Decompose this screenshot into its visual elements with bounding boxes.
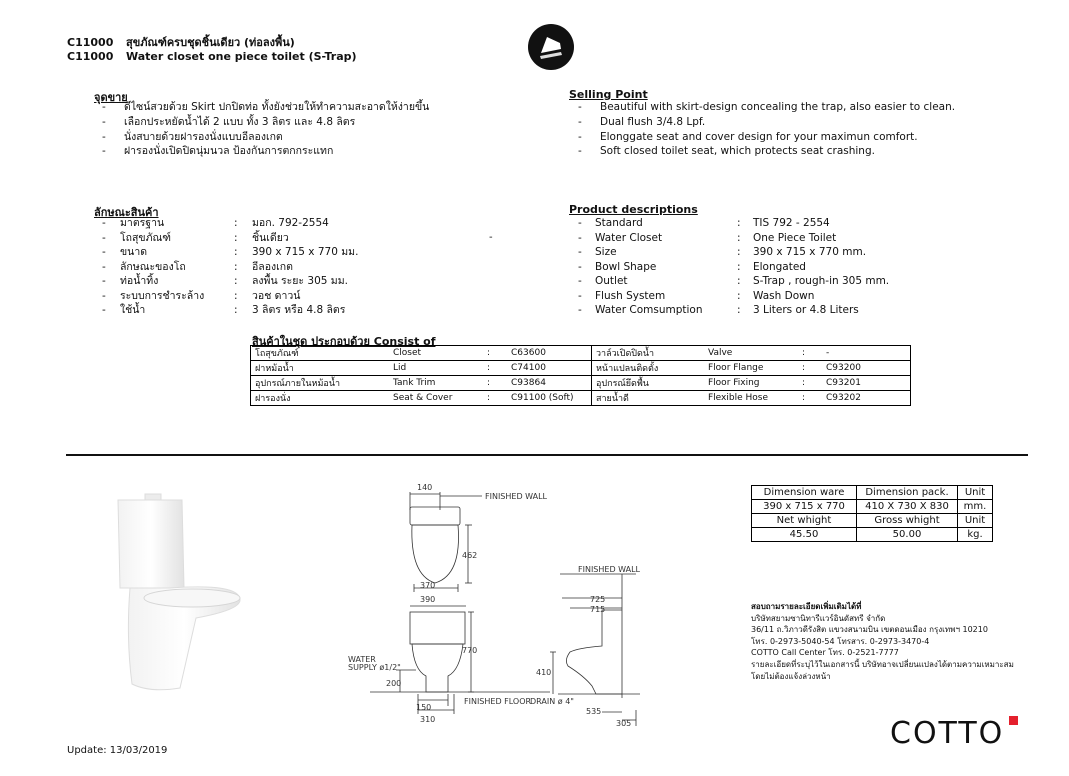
consist-table (250, 345, 911, 406)
stray-dash: - (489, 232, 493, 243)
spec-sep: : (234, 304, 238, 316)
spec-text: ลักษณะของโถ (120, 260, 186, 273)
spec-sep: : (234, 260, 238, 273)
technical-drawing (340, 480, 670, 730)
contact-line: บริษัทสยามซานิทารีแวร์อินดัสทรี จำกัด (751, 613, 886, 623)
spec-text: Elongated (753, 260, 806, 273)
spec-text: Water Closet (595, 231, 663, 244)
spec-text: Size (595, 246, 617, 258)
spec-text: 3 Liters or 4.8 Liters (753, 304, 859, 316)
toilet-photo (100, 488, 250, 693)
product-title-th: สุขภัณฑ์ครบชุดชิ้นเดียว (ท่อลงพื้น) (126, 36, 295, 49)
cotto-logo-accent (1009, 716, 1018, 725)
product-code-en: C11000 (67, 50, 114, 63)
spec-sep: - (578, 260, 582, 273)
spec-sep: - (102, 289, 106, 302)
table-row (752, 486, 993, 500)
table-cell: อุปกรณ์ยึดพื้น (592, 376, 705, 391)
table-cell: Floor Fixing (704, 376, 798, 391)
cotto-logo: COTTO (890, 716, 1005, 751)
spec-sep: - (578, 231, 582, 244)
table-cell: Unit (958, 514, 993, 528)
update-date: Update: 13/03/2019 (67, 745, 168, 756)
table-cell: Flexible Hose (704, 391, 798, 406)
table-cell: C93200 (822, 361, 911, 376)
list-item: - Soft closed toilet seat, which protects seat crashing. (578, 145, 875, 157)
spec-text: TIS 792 - 2554 (753, 217, 830, 229)
table-cell: หน้าแปลนติดตั้ง (592, 361, 705, 376)
spec-sep: : (234, 289, 238, 302)
table-cell: : (483, 391, 507, 406)
table-cell: วาล์วเปิดปิดน้ำ (592, 346, 705, 361)
dim-390: 390 (420, 595, 436, 604)
table-cell: : (798, 361, 822, 376)
contact-line: รายละเอียดที่ระบุไว้ในเอกสารนี้ บริษัทอาจเปลี่ยนแปลงได้ตามความเหมาะสม (751, 660, 1014, 669)
dim-770: 770 (462, 646, 478, 655)
spec-text: S-Trap , rough-in 305 mm. (753, 275, 890, 287)
spec-sep: - (578, 217, 582, 229)
table-cell: Dimension pack. (857, 486, 958, 500)
spec-sep: - (102, 260, 106, 273)
table-cell: 45.50 (752, 528, 857, 542)
spec-text: Flush System (595, 289, 666, 302)
table-cell: ฝาหม้อน้ำ (251, 361, 390, 376)
table-cell: Net whight (752, 514, 857, 528)
spec-sep: - (578, 275, 582, 287)
dim-370: 370 (420, 581, 436, 590)
table-cell: : (483, 346, 507, 361)
spec-sep: - (102, 217, 106, 229)
spec-text: 3 ลิตร หรือ 4.8 ลิตร (252, 304, 346, 316)
desc-th-title: ลักษณะสินค้า (94, 206, 159, 219)
spec-text: Bowl Shape (595, 260, 657, 273)
table-cell: C91100 (Soft) (507, 391, 592, 406)
table-cell: 390 x 715 x 770 (752, 500, 857, 514)
spec-text: 390 x 715 x 770 mm. (753, 246, 867, 258)
table-cell: Floor Flange (704, 361, 798, 376)
spec-sep: : (737, 289, 741, 302)
table-cell: Lid (389, 361, 483, 376)
dim-140: 140 (417, 483, 433, 492)
list-item: - นั่งสบายด้วยฝารองนั่งแบบอีลองเกต (102, 131, 283, 143)
spec-sep: - (102, 275, 106, 287)
table-cell: : (483, 361, 507, 376)
table-cell: Dimension ware (752, 486, 857, 500)
table-cell: C63600 (507, 346, 592, 361)
spec-text: ระบบการชำระล้าง (120, 289, 205, 302)
dim-150: 150 (416, 703, 432, 712)
table-cell: Unit (958, 486, 993, 500)
list-item: - Dual flush 3/4.8 Lpf. (578, 116, 706, 128)
table-cell: kg. (958, 528, 993, 542)
contact-line: โทร. 0-2973-5040-54 โทรสาร. 0-2973-3470-4 (751, 636, 930, 646)
spec-sep: - (102, 231, 106, 244)
dim-535: 535 (586, 707, 602, 716)
finished-floor-label: FINISHED FLOOR (464, 697, 532, 706)
selling-th-title: จุดขาย (94, 91, 128, 104)
dim-200: 200 (386, 679, 402, 688)
table-cell: Closet (389, 346, 483, 361)
spec-sep: : (737, 246, 741, 258)
table-cell: Gross whight (857, 514, 958, 528)
spec-text: ลงพื้น ระยะ 305 มม. (252, 275, 348, 287)
dim-310: 310 (420, 715, 436, 724)
spec-text: Wash Down (753, 289, 815, 302)
spec-text: โถสุขภัณฑ์ (120, 231, 171, 244)
spec-text: ขนาด (120, 246, 148, 258)
table-cell: 410 X 730 X 830 (857, 500, 958, 514)
spec-text: Standard (595, 217, 643, 229)
table-cell: Tank Trim (389, 376, 483, 391)
spec-sep: : (737, 275, 741, 287)
table-cell: C93201 (822, 376, 911, 391)
table-row (251, 391, 911, 406)
table-row (251, 346, 911, 361)
list-item: - ฝารองนั่งเปิดปิดนุ่มนวล ป้องกันการตกกระแทก (102, 145, 334, 157)
water-supply-label-2: SUPPLY ø1/2" (348, 663, 401, 672)
spec-text: Water Comsumption (595, 304, 703, 316)
contact-line: สอบถามรายละเอียดเพิ่มเติมได้ที่ (751, 602, 862, 611)
dim-462: 462 (462, 551, 478, 560)
spec-text: ชิ้นเดียว (252, 231, 289, 244)
table-cell: Valve (704, 346, 798, 361)
table-row (251, 376, 911, 391)
spec-sep: - (102, 246, 106, 258)
drain-label: DRAIN ø 4" (530, 697, 574, 706)
selling-en-title: Selling Point (569, 88, 648, 101)
spec-text: อีลองเกต (252, 260, 293, 273)
contact-line: โดยไม่ต้องแจ้งล่วงหน้า (751, 671, 831, 681)
table-cell: - (822, 346, 911, 361)
spec-sep: : (737, 217, 741, 229)
divider (66, 454, 1028, 456)
spec-text: ใช้น้ำ (120, 304, 146, 316)
spec-sep: - (578, 304, 582, 316)
table-row (752, 514, 993, 528)
spec-sep: : (737, 304, 741, 316)
table-cell: 50.00 (857, 528, 958, 542)
table-cell: C93864 (507, 376, 592, 391)
spec-text: 390 x 715 x 770 มม. (252, 246, 359, 258)
table-cell: Seat & Cover (389, 391, 483, 406)
spec-sep: : (737, 260, 741, 273)
consist-title: สินค้าในชุด ประกอบด้วย Consist of (252, 335, 436, 348)
dim-305: 305 (616, 719, 632, 728)
spec-text: One Piece Toilet (753, 231, 837, 244)
spec-sep: : (737, 231, 741, 244)
list-item: - ดีไซน์สวยด้วย Skirt ปกปิดท่อ ทั้งยังช่วยให้ทำความสะอาดให้ง่ายขึ้น (102, 101, 430, 113)
spec-text: Outlet (595, 275, 628, 287)
product-code-th: C11000 (67, 36, 114, 49)
spec-text: มอก. 792-2554 (252, 217, 329, 229)
dim-725: 725 (590, 595, 606, 604)
spec-sep: - (102, 304, 106, 316)
table-cell: C74100 (507, 361, 592, 376)
finished-wall-label: FINISHED WALL (485, 492, 548, 501)
dim-715: 715 (590, 605, 606, 614)
spec-text: มาตรฐาน (120, 217, 165, 229)
contact-line: COTTO Call Center โทร. 0-2521-7777 (751, 648, 899, 658)
table-cell: โถสุขภัณฑ์ (251, 346, 390, 361)
table-cell: : (798, 346, 822, 361)
table-cell: : (798, 391, 822, 406)
table-cell: : (483, 376, 507, 391)
list-item: - Beautiful with skirt-design concealing the trap, also easier to clean. (578, 101, 956, 113)
table-cell: C93202 (822, 391, 911, 406)
dim-410: 410 (536, 668, 552, 677)
table-row (752, 500, 993, 514)
product-title-en: Water closet one piece toilet (S-Trap) (126, 50, 357, 63)
spec-text: วอช ดาวน์ (252, 289, 301, 302)
table-row (752, 528, 993, 542)
table-cell: : (798, 376, 822, 391)
table-row (251, 361, 911, 376)
list-item: - Elonggate seat and cover design for your maximun comfort. (578, 131, 918, 143)
spec-sep: - (578, 289, 582, 302)
spec-sep: : (234, 217, 238, 229)
table-cell: สายน้ำดี (592, 391, 705, 406)
finished-wall-label-2: FINISHED WALL (578, 565, 641, 574)
spec-text: ท่อน้ำทิ้ง (120, 275, 159, 287)
seat-category-icon (527, 23, 575, 71)
spec-sep: : (234, 231, 238, 244)
list-item: - เลือกประหยัดน้ำได้ 2 แบบ ทั้ง 3 ลิตร และ 4.8 ลิตร (102, 116, 356, 128)
spec-sep: : (234, 275, 238, 287)
table-cell: ฝารองนั่ง (251, 391, 390, 406)
spec-sep: : (234, 246, 238, 258)
table-cell: mm. (958, 500, 993, 514)
table-cell: อุปกรณ์ภายในหม้อน้ำ (251, 376, 390, 391)
contact-line: 36/11 ถ.วิภาวดีรังสิต แขวงสนามบิน เขตดอนเมือง กรุงเทพฯ 10210 (751, 625, 988, 635)
water-supply-label: WATER (348, 655, 376, 664)
desc-en-title: Product descriptions (569, 203, 698, 216)
dimension-table (751, 485, 993, 542)
spec-sep: - (578, 246, 582, 258)
